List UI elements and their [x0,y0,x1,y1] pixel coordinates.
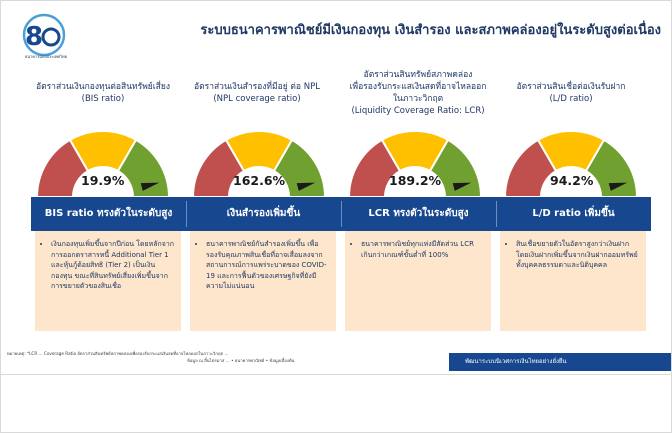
note-card-npl [190,231,336,331]
ld-value: 94.2% [550,173,594,188]
ratio-label-lcr: อัตราส่วนสินทรัพย์สภาพคล่อง เพื่อรองรับกระแสเงินสดที่อาจไหลออก ในภาวะวิกฤต (Liquidity Coverage Ratio: LCR) [349,70,487,116]
gauge-lcr [345,127,485,201]
status-npl: เงินสำรองเพิ่มขึ้น [226,208,301,219]
footnote: หมายเหตุ: *LCR ... Coverage Ratio อัตราส่วนสินทรัพย์สภาพคล่องเพื่อรองรับกระแสเงินสดที่อาจไหลออกในภาวะวิกฤต ... ข้อมูล ณ สิ้นไตรมาส ... • ธนาคารพาณิชย์ • ข้อมูลเบื้องต้น [7,351,295,363]
lcr-value: 189.2% [389,173,442,188]
npl-value: 162.6% [233,173,286,188]
gauge-bis [33,127,173,201]
gauge-ld [501,127,641,201]
logo-text: ธนาคารแห่งประเทศไทย [24,54,68,59]
bottom-frame [1,374,672,433]
status-band [31,197,651,231]
note-card-ld [500,231,646,331]
note-npl: • ธนาคารพาณิชย์กันสำรองเพิ่มขึ้น เพื่อรองรับคุณภาพสินเชื่อที่อาจเสื่อมลงจากสถานการณ์การแพร่ระบาดของ COVID-19 และการฟื้นตัวของเศรษฐกิจที่ยังมีความไม่แน่นอน [206,239,330,292]
gauge-npl [189,127,329,201]
tagline: พัฒนาระบบนิเวศการเงินไทยอย่างยั่งยืน [449,353,672,371]
bis-value: 19.9% [81,173,125,188]
status-lcr: LCR ทรงตัวในระดับสูง [368,208,469,219]
svg-text:8: 8 [25,22,44,52]
page-title: ระบบธนาคารพาณิชย์มีเงินกองทุน เงินสำรอง และสภาพคล่องอยู่ในระดับสูงต่อเนื่อง [200,23,661,38]
note-lcr: • ธนาคารพาณิชย์ทุกแห่งมีสัดส่วน LCR เกินกว่าเกณฑ์ขั้นต่ำที่ 100% [361,239,485,260]
status-bis: BIS ratio ทรงตัวในระดับสูง [44,208,173,219]
status-ld: L/D ratio เพิ่มขึ้น [532,208,615,219]
ratio-label-ld: อัตราส่วนสินเชื่อต่อเงินรับฝาก (L/D ratio) [516,82,626,104]
note-card-lcr [345,231,491,331]
ratio-label-npl: อัตราส่วนเงินสำรองที่มีอยู่ ต่อ NPL (NPL coverage ratio) [194,82,320,104]
note-bis: • เงินกองทุนเพิ่มขึ้นจากปีก่อน โดยหลักจากการออกตราสารหนี้ Additional Tier 1 และหุ้นกู้ด้อยสิทธิ (Tier 2) เป็นเงินกองทุน ขณะที่สินทรัพย์เสี่ยงเพิ่มขึ้นจากการขยายตัวของสินเชื่อ [51,239,175,292]
note-ld: • สินเชื่อขยายตัวในอัตราสูงกว่าเงินฝาก โดยเงินฝากเพิ่มขึ้นจากเงินฝากออมทรัพย์ทั้งบุคคลธรรมดาและนิติบุคคล [516,239,640,271]
note-card-bis [35,231,181,331]
ratio-label-bis: อัตราส่วนเงินกองทุนต่อสินทรัพย์เสี่ยง (BIS ratio) [35,82,171,104]
